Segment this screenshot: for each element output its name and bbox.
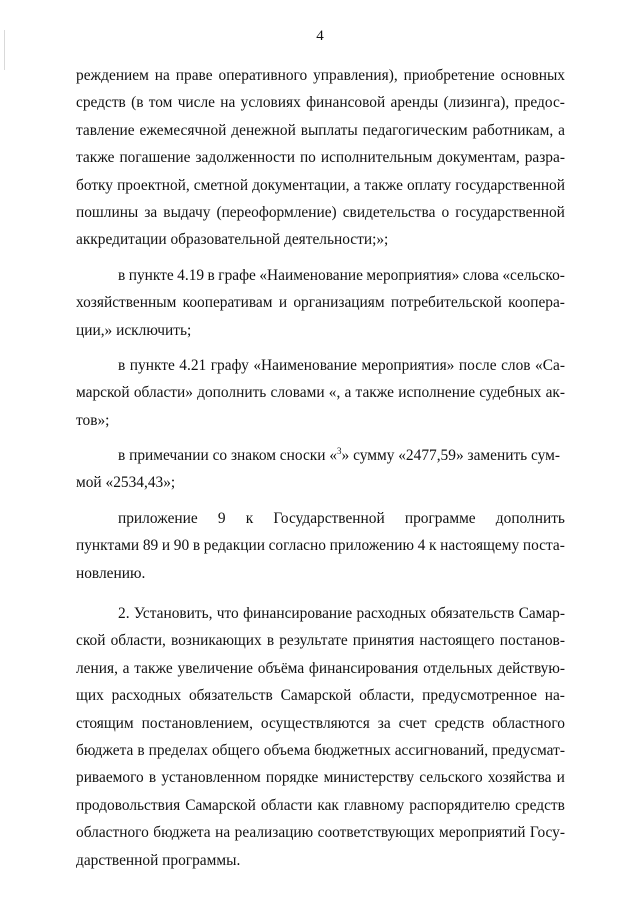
word: а [353,176,361,194]
word: на- [544,687,565,705]
word: сельского [419,769,483,787]
word: погашение [119,149,191,167]
word: ления, [76,659,118,677]
word: установленном [161,769,261,787]
word: ассигнований, [394,741,489,759]
text-line: дарственной программы. [76,851,241,869]
word: к [429,537,437,555]
word: ежемесячной [139,121,227,139]
word: постановлением, [141,714,253,732]
word: свидетельства [342,203,436,221]
word: пунктами [76,537,140,555]
text-line [76,117,565,144]
text-line [76,144,565,171]
word: соответствующих [317,824,435,842]
word: судебных [479,384,542,402]
text-line: тов»; [76,411,110,429]
text-line [76,352,565,379]
word: 4 [417,537,426,555]
paragraph-item-4-21 [76,352,565,434]
word: как [317,796,339,814]
word: объёма [257,659,305,677]
word: «сельско- [502,266,565,284]
word: 4.21 [179,356,207,374]
paragraph-appendix-9 [76,505,565,587]
word: постанов- [499,632,565,650]
word: в [148,769,157,787]
word: кооперативам [182,294,273,312]
word: реализацию [234,824,314,842]
word: областного [492,714,565,732]
text-line: ции,» исключить; [76,321,192,339]
word: области» [133,384,193,402]
text-segment: в примечании со знаком сноски «$^3$» сумму «2477,59» заменить сум- [118,446,561,465]
word: Государственной [273,509,385,527]
word: по [299,149,316,167]
word: государственной [455,176,565,194]
word: обязательств [188,687,273,705]
word: том [148,94,173,112]
word: общего [211,741,260,759]
word: в [207,266,215,284]
word: областного [76,824,149,842]
text-line [76,764,565,791]
word: оплату [406,176,452,194]
word: возникающих [170,632,262,650]
text-line: мой «2534,43»; [76,474,176,492]
word: поста- [522,537,565,555]
word: в [118,266,126,284]
word: праве [175,67,213,84]
word: распорядителю [409,796,511,814]
word: коопера- [508,294,565,312]
word: после [458,356,497,374]
text-line [76,289,565,316]
word: марской [76,384,130,402]
text-line [76,682,565,709]
word: (лизинга), [443,94,510,112]
word: 89 [142,537,159,555]
word: документации, [252,176,350,194]
word: согласно [268,537,326,555]
word: основных [500,67,565,84]
word: дополнить [495,509,565,527]
word: что [216,605,239,623]
word: настоящего [419,632,495,650]
word: ской [76,632,106,650]
page-number: 4 [316,28,324,44]
word: реждением [76,67,149,84]
word: Самар- [518,605,565,623]
word: в [266,632,275,650]
text-line: новлению. [76,564,146,582]
word: числе [177,94,216,112]
word: также [134,659,173,677]
word: обязательств [430,605,515,623]
word: словами [270,384,325,402]
footnote-superscript: 3 [337,446,342,457]
word: исполнительным [320,149,433,167]
word: увеличение [177,659,253,677]
word: приложение [118,509,198,527]
word: на [154,67,170,84]
word: также [76,149,115,167]
word: программе [404,509,476,527]
word: предусмотренное [422,687,537,705]
word: слова [462,266,499,284]
word: хозяйственным [76,294,177,312]
text-line [76,737,565,764]
word: бюджетных [314,741,391,759]
word: приобретение [403,67,495,84]
paragraph-section-2 [76,600,565,874]
word: и [161,537,171,555]
text-line [76,532,565,559]
word: к [245,509,254,527]
word: государственной [455,203,565,221]
word: пределах [148,741,209,759]
word: слов [501,356,531,374]
word: также [355,384,395,402]
word: средств [434,714,485,732]
word: предос- [514,94,565,112]
word: а [558,121,565,139]
text-line-with-superscript [76,442,565,469]
word: потребительской [390,294,502,312]
word: выплаты [300,121,358,139]
word: денежной [231,121,296,139]
paragraph-footnote-note [76,442,565,497]
word: задолженности [195,149,295,167]
text-line [76,262,565,289]
word: мероприятия» [366,266,460,284]
word: тавление [76,121,135,139]
word: 4.19 [177,266,205,284]
text-line [76,172,565,199]
word: педагогическим [362,121,468,139]
word: «Наименование [253,356,357,374]
text-line: аккредитации образовательной деятельности;»; [76,231,389,249]
word: счет [398,714,427,732]
word: области, [110,632,166,650]
word: графе [218,266,256,284]
word: настоящему [440,537,520,555]
word: финансовой [306,94,386,112]
word: расходных [111,687,182,705]
word: расходных [356,605,427,623]
word: сметной [193,176,249,194]
word: за [144,203,158,221]
word: выдачу [163,203,211,221]
word: пункте [129,356,175,374]
word: документам, [437,149,520,167]
word: бюджета [76,741,134,759]
word: исполнение [398,384,476,402]
text-line-justified [76,505,565,532]
word: условиях [240,94,301,112]
word: 2. [118,605,130,623]
word: 9 [217,509,226,527]
word: порядке [265,769,319,787]
paragraph-item-4-19 [76,262,565,344]
text-line [76,89,565,116]
word: предусмат- [492,741,565,759]
word: средств [76,94,126,112]
word: результате [279,632,348,650]
word: объема [263,741,311,759]
word: пошлины [76,203,139,221]
word: Госу- [529,824,565,842]
word: действую- [497,659,565,677]
word: пункте [128,266,174,284]
text-line [76,600,565,627]
word: приложению [329,537,414,555]
text-line [76,627,565,654]
word: щих [76,687,104,705]
text-line [76,655,565,682]
word: «Наименование [259,266,363,284]
word: финансирования [308,659,419,677]
word: министерству [323,769,415,787]
word: финансирование [243,605,353,623]
word: мероприятий [439,824,526,842]
word: (в [131,94,144,112]
word: ботку [76,176,114,194]
word: стоящим [76,714,134,732]
word: оперативного [218,67,308,84]
word: за [377,714,391,732]
text-line [76,379,565,406]
word: хозяйства [487,769,552,787]
word: проектной, [117,176,190,194]
word: главному [343,796,405,814]
word: о [441,203,450,221]
word: а [122,659,130,677]
word: также [364,176,403,194]
word: редакции [203,537,265,555]
word: средств [515,796,565,814]
word: продовольствия [76,796,181,814]
word: Самарской [185,796,256,814]
word: «Са- [535,356,565,374]
text-line [76,792,565,819]
word: «, [328,384,341,402]
text-line [76,62,565,89]
text-line [76,819,565,846]
word: осуществляются [260,714,370,732]
word: в [137,741,145,759]
word: в [192,537,201,555]
word: Установить, [133,605,213,623]
word: на [220,94,236,112]
word: и [556,769,565,787]
text-line [76,710,565,737]
word: работникам, [472,121,554,139]
word: Самарской [280,687,352,705]
word: дополнить [197,384,267,402]
word: 90 [173,537,190,555]
word: ак- [545,384,565,402]
word: а [344,384,352,402]
word: на [215,824,231,842]
word: мероприятия» [361,356,455,374]
word: аренды [390,94,439,112]
word: графу [210,356,249,374]
word: (переоформление) [216,203,337,221]
word: управления), [313,67,398,84]
word: области [260,796,313,814]
word: и [278,294,288,312]
word: бюджета [153,824,211,842]
word: риваемого [76,769,144,787]
text-line [76,199,565,226]
document-body [76,62,565,874]
word: принятия [352,632,415,650]
word: отдельных [423,659,493,677]
word: в [118,356,126,374]
word: области, [359,687,415,705]
paragraph-continuation [76,62,565,254]
word: разра- [524,149,565,167]
word: организациям [293,294,385,312]
